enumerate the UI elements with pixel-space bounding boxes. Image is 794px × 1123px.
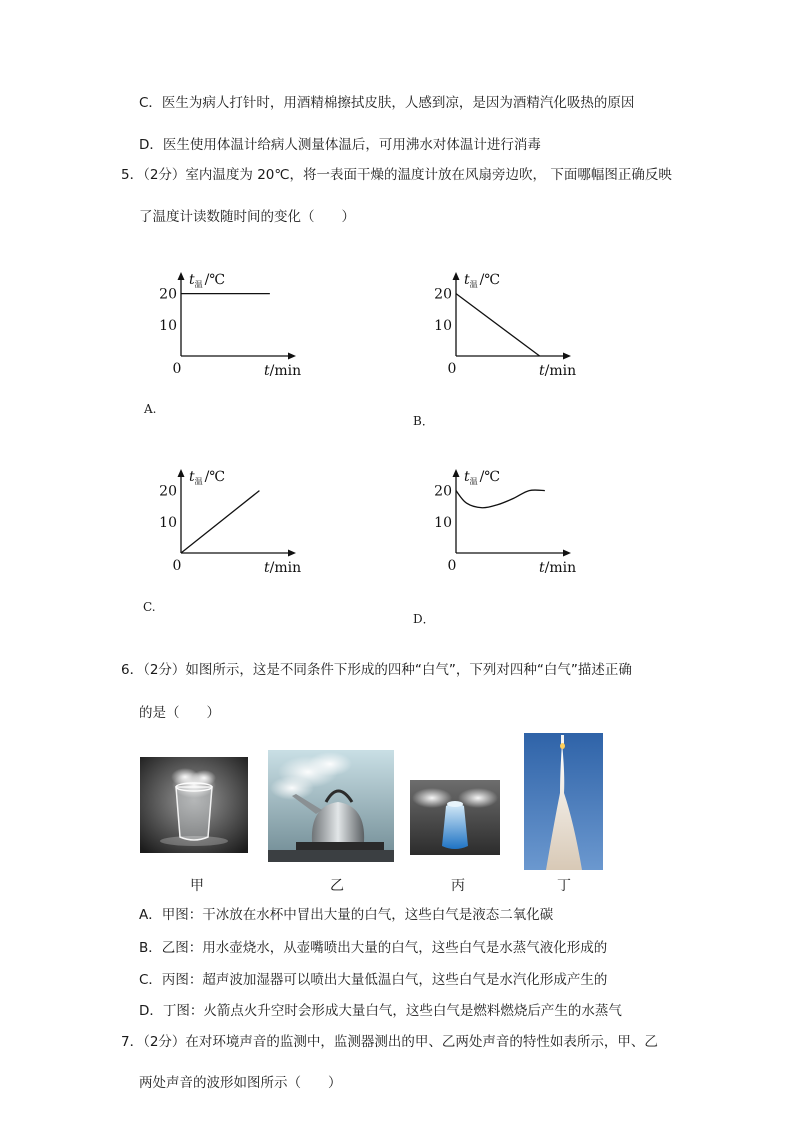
y-tick-label: 10 [159, 514, 177, 531]
temperature-series-line [456, 490, 545, 508]
q7-stem-line1: 7．（2分）在对环境声音的监测中，监测器测出的甲、乙两处声音的特性如表所示，甲、乙 [121, 1034, 658, 1050]
y-tick-label: 20 [159, 286, 177, 303]
q6-option-c: C．丙图：超声波加湿器可以喷出大量低温白气，这些白气是水汽化形成产生的 [139, 972, 608, 988]
origin-label: 0 [447, 558, 457, 574]
q6-stem-line1: 6．（2分）如图所示，这是不同条件下形成的四种“白气”，下列对四种“白气”描述正确 [121, 662, 632, 678]
x-axis-label: t/min [539, 363, 577, 379]
caption-bing: 丙 [451, 878, 465, 894]
humidifier-photo [410, 780, 500, 855]
chart-option-c [150, 467, 320, 582]
chart-c-svg [150, 467, 320, 582]
chart-d-svg [425, 467, 595, 582]
q5-label-a: A. [144, 402, 157, 416]
x-axis-arrow [563, 353, 571, 360]
chart-option-b [425, 270, 595, 385]
dry-ice-glass-photo [140, 757, 248, 853]
y-axis-arrow [453, 272, 460, 280]
y-axis-label: $t_温$ /℃ [464, 469, 501, 486]
kettle-steam-photo [268, 750, 394, 862]
y-tick-label: 20 [434, 483, 452, 500]
origin-label: 0 [447, 361, 457, 377]
x-axis-arrow [563, 550, 571, 557]
x-axis-label: t/min [264, 560, 302, 576]
q4-option-d: D．医生使用体温计给病人测量体温后，可用沸水对体温计进行消毒 [139, 137, 541, 153]
x-axis-label: t/min [264, 363, 302, 379]
q4-option-c: C．医生为病人打针时，用酒精棉擦拭皮肤，人感到凉，是因为酒精汽化吸热的原因 [139, 95, 635, 111]
caption-ding: 丁 [557, 878, 571, 894]
rocket-launch-photo [524, 733, 603, 870]
chart-option-a [150, 270, 320, 385]
q5-stem-line2: 了温度计读数随时间的变化（ ） [139, 209, 355, 225]
x-axis-arrow [288, 550, 296, 557]
y-tick-label: 10 [434, 514, 452, 531]
q5-label-c: C. [143, 600, 156, 614]
q6-option-a: A．甲图：干冰放在水杯中冒出大量的白气，这些白气是液态二氧化碳 [139, 907, 554, 923]
y-axis-label: $t_温$ /℃ [189, 469, 226, 486]
q6-stem-line2: 的是（ ） [139, 705, 220, 721]
y-axis-label: $t_温$ /℃ [189, 272, 226, 289]
q6-option-d: D．丁图：火箭点火升空时会形成大量白气，这些白气是燃料燃烧后产生的水蒸气 [139, 1003, 622, 1019]
y-axis-label: $t_温$ /℃ [464, 272, 501, 289]
y-tick-label: 10 [434, 317, 452, 334]
y-axis-arrow [178, 469, 185, 477]
x-axis-label: t/min [539, 560, 577, 576]
chart-option-d [425, 467, 595, 582]
caption-jia: 甲 [190, 878, 204, 894]
chart-a-svg [150, 270, 320, 385]
chart-b-svg [425, 270, 595, 385]
y-tick-label: 20 [159, 483, 177, 500]
temperature-series-line [181, 491, 259, 553]
q5-label-d: D． [413, 612, 435, 626]
y-axis-arrow [178, 272, 185, 280]
y-tick-label: 20 [434, 286, 452, 303]
q5-label-b: B． [413, 414, 434, 428]
x-axis-arrow [288, 353, 296, 360]
origin-label: 0 [172, 361, 182, 377]
q6-option-b: B．乙图：用水壶烧水，从壶嘴喷出大量的白气，这些白气是水蒸气液化形成的 [139, 940, 608, 956]
y-tick-label: 10 [159, 317, 177, 334]
temperature-series-line [456, 294, 540, 356]
q5-stem-line1: 5．（2分）室内温度为 20℃，将一表面干燥的温度计放在风扇旁边吹， 下面哪幅图正确反映 [121, 167, 672, 183]
caption-yi: 乙 [330, 878, 344, 894]
q7-stem-line2: 两处声音的波形如图所示（ ） [139, 1075, 342, 1091]
origin-label: 0 [172, 558, 182, 574]
y-axis-arrow [453, 469, 460, 477]
